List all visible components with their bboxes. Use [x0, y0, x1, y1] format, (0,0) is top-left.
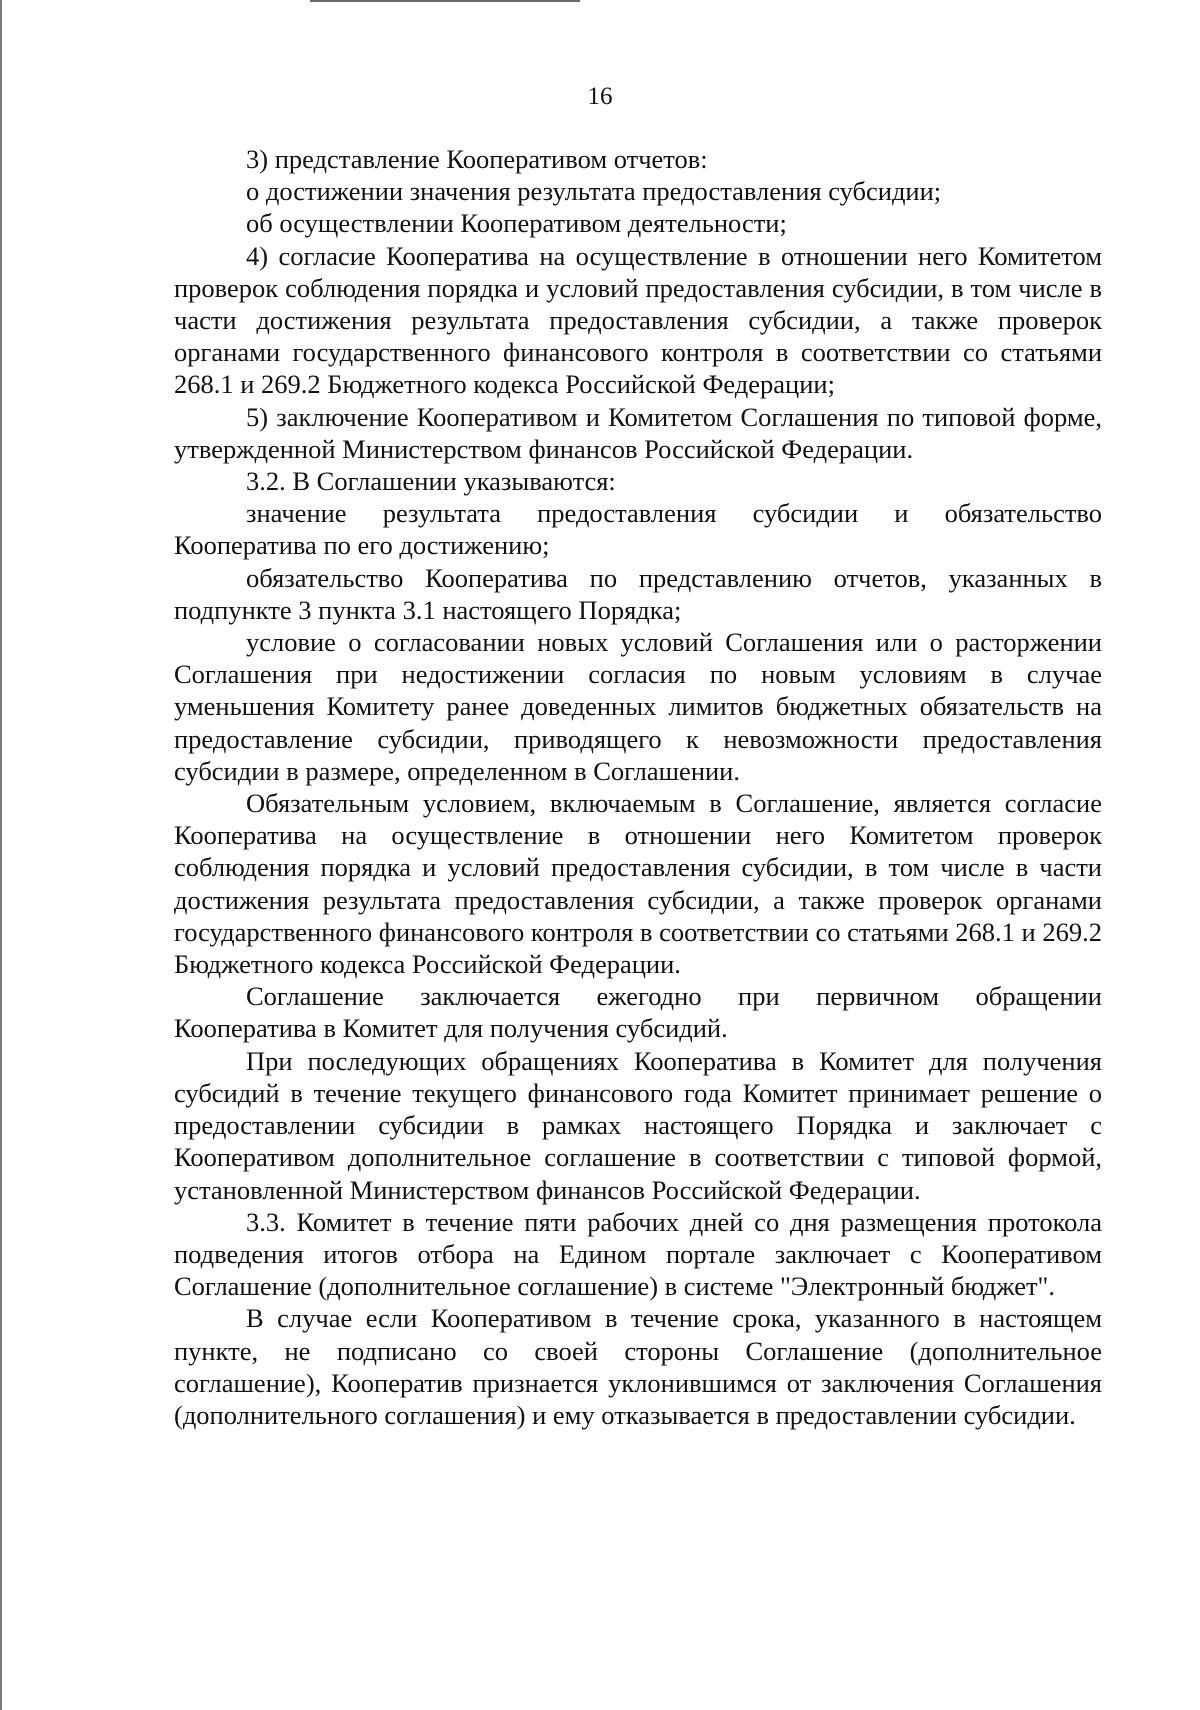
paragraph-item-4: 4) согласие Кооператива на осуществление в отношении него Комитетом проверок соблюдения порядка и условий предоставления субсидии, в том числе в части достижения результата предоставления субсидии, а также проверок органами государственного финансового контроля в соответствии со статьями 268.1 и 269.2 Бюджетного кодекса Российской Федерации; [174, 240, 1102, 400]
scan-edge-top [310, 0, 580, 2]
paragraph-evasion: В случае если Кооперативом в течение срока, указанного в настоящем пункте, не подписано со своей стороны Соглашение (дополнительное соглашение), Кооператив признается уклонившимся от заключения Соглашения (дополнительного соглашения) и ему отказывается в предоставлении субсидии. [174, 1303, 1102, 1430]
paragraph-agreement-termination: условие о согласовании новых условий Соглашения или о расторжении Соглашения при недостижении согласия по новым условиям в случае уменьшения Комитету ранее доведенных лимитов бюджетных обязательств на предоставление субсидии, приводящего к невозможности предоставления субсидии в размере, определенном в Соглашении. [174, 627, 1102, 786]
paragraph-annual-agreement: Соглашение заключается ежегодно при первичном обращении Кооператива в Комитет для получения субсидий. [174, 981, 1102, 1044]
paragraph-item-5: 5) заключение Кооперативом и Комитетом Соглашения по типовой форме, утвержденной Министерством финансов Российской Федерации. [174, 401, 1102, 464]
paragraph-section-3-2: 3.2. В Соглашении указываются: [246, 466, 616, 497]
paragraph-additional-agreement: При последующих обращениях Кооператива в Комитет для получения субсидий в течение текущего финансового года Комитет принимает решение о предоставлении субсидии в рамках настоящего Порядка и заключает с Кооперативом дополнительное соглашение в соответствии с типовой формой, установленной Министерством финансов Российской Федерации. [174, 1045, 1102, 1205]
paragraph-reports-result: о достижении значения результата предоставления субсидии; [246, 176, 942, 207]
paragraph-reports-obligation: обязательство Кооператива по представлению отчетов, указанных в подпункте 3 пункта 3.1 настоящего Порядка; [174, 562, 1102, 625]
document-body [174, 143, 1102, 1431]
paragraph-reports-activity: об осуществлении Кооперативом деятельности; [246, 208, 787, 239]
paragraph-mandatory-condition: Обязательным условием, включаемым в Соглашение, является согласие Кооператива на осуществление в отношении него Комитетом проверок соблюдения порядка и условий предоставления субсидии, в том числе в части достижения результата предоставления субсидии, а также проверок органами государственного финансового контроля в соответствии со статьями 268.1 и 269.2 Бюджетного кодекса Российской Федерации. [174, 788, 1102, 980]
paragraph-item-3: 3) представление Кооперативом отчетов: [246, 144, 708, 174]
paragraph-result-value: значение результата предоставления субсидии и обязательство Кооператива по его достижению; [174, 498, 1102, 561]
page-number: 16 [587, 83, 613, 110]
paragraph-section-3-3: 3.3. Комитет в течение пяти рабочих дней со дня размещения протокола подведения итогов отбора на Едином портале заключает с Кооперативом Соглашение (дополнительное соглашение) в системе "Электронный бюджет". [174, 1206, 1102, 1302]
scan-edge-left [0, 0, 2, 1710]
